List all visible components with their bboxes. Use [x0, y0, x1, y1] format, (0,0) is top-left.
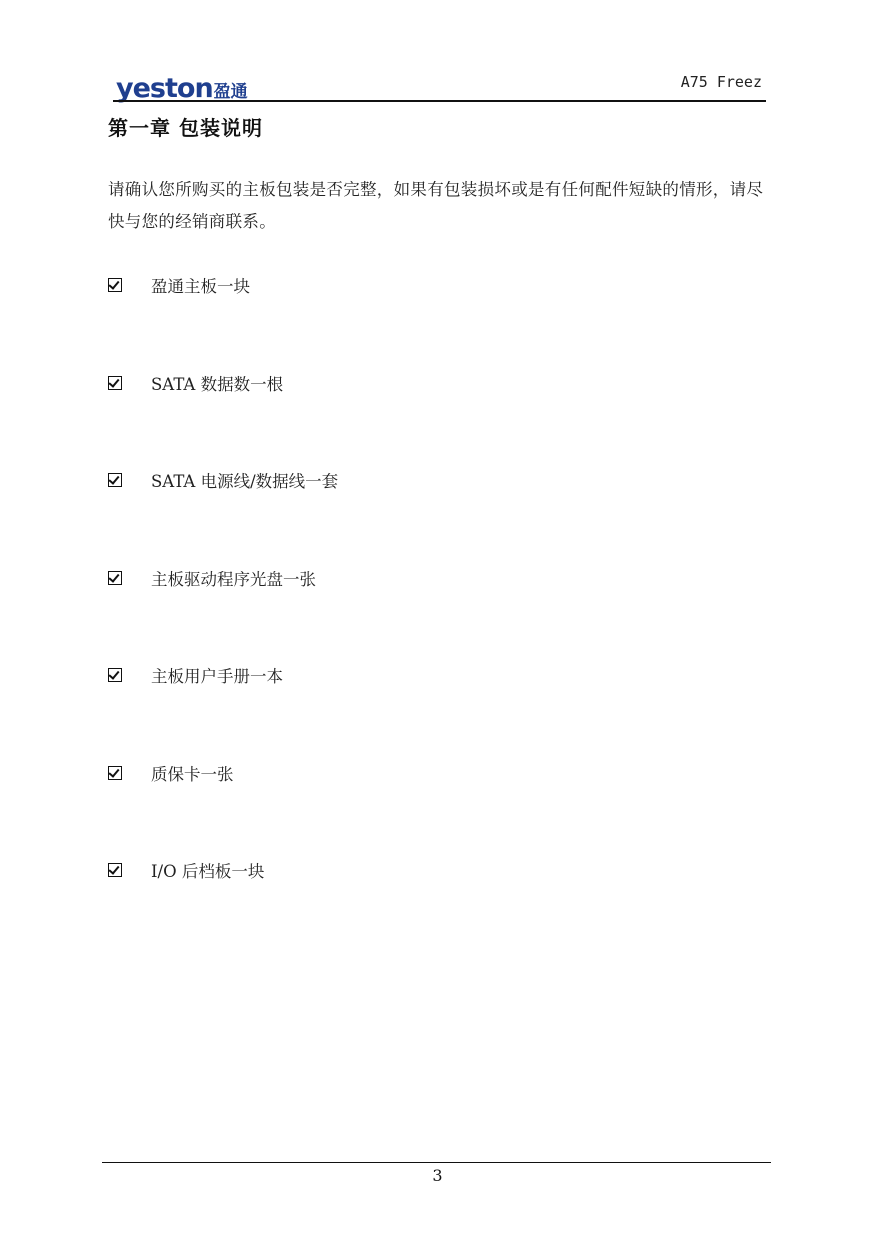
list-item-label: I/O 后档板一块 [151, 862, 265, 881]
checked-box-icon [108, 571, 122, 585]
list-item [108, 663, 338, 687]
list-item [108, 468, 338, 492]
list-item [108, 273, 338, 297]
list-item-label: 质保卡一张 [151, 764, 234, 784]
list-item-label: SATA 电源线/数据线一套 [151, 472, 339, 491]
header-divider [113, 100, 766, 102]
logo-chinese-name: 盈通 [213, 82, 248, 102]
footer-divider [102, 1162, 771, 1163]
chapter-title: 第一章 包装说明 [108, 116, 263, 140]
list-item [108, 371, 338, 395]
page-number: 3 [432, 1166, 443, 1185]
list-item-label: 主板用户手册一本 [151, 667, 283, 686]
checked-box-icon [108, 278, 122, 292]
package-contents-list [108, 273, 338, 956]
logo-wordmark: yeston [116, 73, 213, 104]
list-item-label: SATA 数据数一根 [151, 374, 284, 394]
checked-box-icon [108, 863, 122, 877]
checked-box-icon [108, 473, 122, 487]
list-item [108, 566, 338, 590]
list-item-label: 主板驱动程序光盘一张 [151, 569, 316, 589]
checked-box-icon [108, 376, 122, 390]
list-item-label: 盈通主板一块 [151, 277, 250, 296]
intro-paragraph: 请确认您所购买的主板包装是否完整，如果有包装损坏或是有任何配件短缺的情形，请尽快与您的经销商联系。 [108, 180, 764, 231]
yeston-logo [116, 70, 248, 102]
checked-box-icon [108, 766, 122, 780]
document-model-code: A75 Freez [680, 73, 762, 91]
checked-box-icon [108, 668, 122, 682]
list-item [108, 761, 338, 785]
list-item [108, 858, 338, 882]
